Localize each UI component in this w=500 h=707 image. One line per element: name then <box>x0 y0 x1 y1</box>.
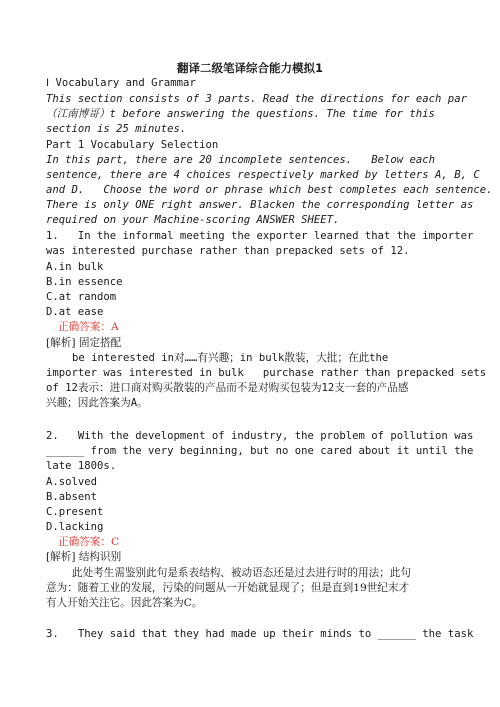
correct-answer: 正确答案：C <box>58 536 120 548</box>
analysis-label: [解析] 固定搭配 <box>46 337 122 349</box>
section-heading: Ⅰ Vocabulary and Grammar <box>46 77 196 89</box>
option-d: D.lacking <box>46 521 104 533</box>
question-stem-line: 2. With the development of industry, the problem of pollution was <box>46 430 474 442</box>
part-intro-line: In this part, there are 20 incomplete sentences. Below each <box>46 154 436 166</box>
part-intro-line: and D. Choose the word or phrase which best completes each sentence. <box>46 184 493 196</box>
question-stem-line: 3. They said that they had made up their minds to ______ the task <box>46 628 474 640</box>
option-d: D.at ease <box>46 306 104 318</box>
option-b: B.absent <box>46 491 98 503</box>
option-a: A.in bulk <box>46 261 104 273</box>
analysis-line: importer was interested in bulk purchase rather than prepacked sets <box>46 367 487 379</box>
question-stem-line: 1. In the informal meeting the exporter learned that the importer <box>46 230 474 242</box>
analysis-line: 此处考生需鉴别此句是系表结构、被动语态还是过去进行时的用法；此句 <box>72 567 411 579</box>
analysis-label: [解析] 结构识别 <box>46 551 122 563</box>
analysis-line: of 12表示：进口商对购买散装的产品而不是对购买包装为12支一套的产品感 <box>46 382 409 394</box>
question-stem-line: late 1800s. <box>46 460 117 472</box>
analysis-line: 兴趣；因此答案为A。 <box>46 397 148 409</box>
option-b: B.in essence <box>46 276 123 288</box>
option-c: C.present <box>46 506 104 518</box>
question-stem-line: was interested purchase rather than prepacked sets of 12. <box>46 245 410 257</box>
option-a: A.solved <box>46 476 98 488</box>
part-intro-line: sentence, there are 4 choices respectively marked by letters A, B, C <box>46 169 480 181</box>
part-heading: Part 1 Vocabulary Selection <box>46 139 219 151</box>
part-intro-line: required on your Machine-scoring ANSWER SHEET. <box>46 214 340 226</box>
question-stem-line: ______ from the very beginning, but no one cared about it until the <box>46 445 474 457</box>
part-intro-line: There is only ONE right answer. Blacken the corresponding letter as <box>46 199 474 211</box>
section-intro-line: This section consists of 3 parts. Read the directions for each par <box>46 93 467 105</box>
option-c: C.at random <box>46 291 117 303</box>
document-title: 翻译二级笔译综合能力模拟1 <box>176 61 323 75</box>
correct-answer: 正确答案：A <box>58 321 119 333</box>
analysis-line: 有人开始关注它。因此答案为C。 <box>46 597 203 609</box>
section-intro-line: （江南博哥）t before answering the questions. The time for this <box>46 108 435 120</box>
section-intro-line: section is 25 minutes. <box>46 123 187 135</box>
analysis-line: be interested in对……有兴趣；in bulk散装，大批；在此the <box>72 352 389 364</box>
analysis-line: 意为：随着工业的发展，污染的问题从一开始就显现了；但是直到19世纪末才 <box>46 582 410 594</box>
